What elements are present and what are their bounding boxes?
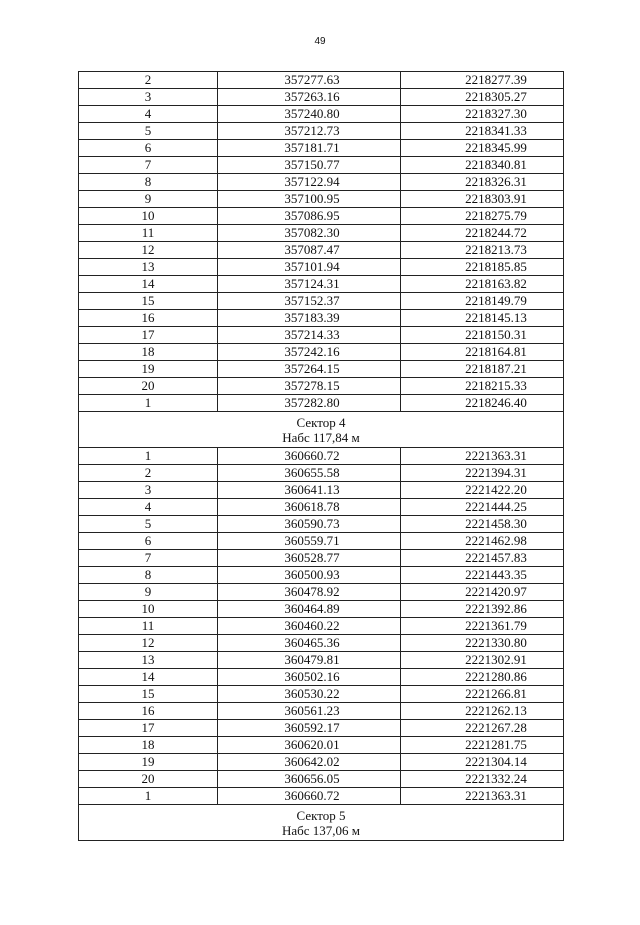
point-number-cell: 4 <box>79 106 218 123</box>
y-coordinate-cell: 2221332.24 <box>401 771 564 788</box>
table-row <box>79 259 564 276</box>
x-coordinate-cell: 360479.81 <box>218 652 401 669</box>
table-row <box>79 395 564 412</box>
table-row <box>79 482 564 499</box>
table-row <box>79 601 564 618</box>
table-row <box>79 378 564 395</box>
x-coordinate-cell: 360530.22 <box>218 686 401 703</box>
point-number-cell: 6 <box>79 533 218 550</box>
y-coordinate-cell: 2218340.81 <box>401 157 564 174</box>
table-row <box>79 225 564 242</box>
table-row <box>79 754 564 771</box>
y-coordinate-cell: 2221304.14 <box>401 754 564 771</box>
point-number-cell: 12 <box>79 242 218 259</box>
point-number-cell: 6 <box>79 140 218 157</box>
y-coordinate-cell: 2218275.79 <box>401 208 564 225</box>
point-number-cell: 3 <box>79 482 218 499</box>
table-row <box>79 720 564 737</box>
x-coordinate-cell: 357240.80 <box>218 106 401 123</box>
point-number-cell: 9 <box>79 191 218 208</box>
table-row <box>79 157 564 174</box>
table-row <box>79 618 564 635</box>
x-coordinate-cell: 357150.77 <box>218 157 401 174</box>
y-coordinate-cell: 2218277.39 <box>401 72 564 89</box>
y-coordinate-cell: 2218187.21 <box>401 361 564 378</box>
point-number-cell: 19 <box>79 361 218 378</box>
page-number: 49 <box>314 36 326 47</box>
x-coordinate-cell: 360528.77 <box>218 550 401 567</box>
point-number-cell: 3 <box>79 89 218 106</box>
point-number-cell: 10 <box>79 208 218 225</box>
point-number-cell: 5 <box>79 516 218 533</box>
x-coordinate-cell: 357264.15 <box>218 361 401 378</box>
y-coordinate-cell: 2218327.30 <box>401 106 564 123</box>
table-row <box>79 465 564 482</box>
table-row <box>79 516 564 533</box>
x-coordinate-cell: 357101.94 <box>218 259 401 276</box>
table-row <box>79 584 564 601</box>
point-number-cell: 4 <box>79 499 218 516</box>
y-coordinate-cell: 2221443.35 <box>401 567 564 584</box>
x-coordinate-cell: 360465.36 <box>218 635 401 652</box>
y-coordinate-cell: 2221363.31 <box>401 448 564 465</box>
y-coordinate-cell: 2218303.91 <box>401 191 564 208</box>
y-coordinate-cell: 2218213.73 <box>401 242 564 259</box>
y-coordinate-cell: 2221267.28 <box>401 720 564 737</box>
table-row <box>79 242 564 259</box>
table-row <box>79 208 564 225</box>
y-coordinate-cell: 2218341.33 <box>401 123 564 140</box>
sector-4-rows <box>79 448 564 805</box>
point-number-cell: 2 <box>79 72 218 89</box>
x-coordinate-cell: 357183.39 <box>218 310 401 327</box>
sector-header <box>79 805 564 841</box>
y-coordinate-cell: 2218345.99 <box>401 140 564 157</box>
point-number-cell: 16 <box>79 703 218 720</box>
y-coordinate-cell: 2221280.86 <box>401 669 564 686</box>
table-row <box>79 771 564 788</box>
y-coordinate-cell: 2218164.81 <box>401 344 564 361</box>
point-number-cell: 18 <box>79 737 218 754</box>
table-row <box>79 89 564 106</box>
sector-4-title: Сектор 4 <box>296 414 346 430</box>
x-coordinate-cell: 357082.30 <box>218 225 401 242</box>
x-coordinate-cell: 360464.89 <box>218 601 401 618</box>
point-number-cell: 15 <box>79 686 218 703</box>
y-coordinate-cell: 2221302.91 <box>401 652 564 669</box>
point-number-cell: 20 <box>79 378 218 395</box>
point-number-cell: 20 <box>79 771 218 788</box>
sector-4-height: Набс 117,84 м <box>282 429 360 445</box>
point-number-cell: 18 <box>79 344 218 361</box>
table-row <box>79 635 564 652</box>
y-coordinate-cell: 2218305.27 <box>401 89 564 106</box>
table-row <box>79 276 564 293</box>
point-number-cell: 16 <box>79 310 218 327</box>
point-number-cell: 12 <box>79 635 218 652</box>
x-coordinate-cell: 360655.58 <box>218 465 401 482</box>
x-coordinate-cell: 360559.71 <box>218 533 401 550</box>
table-row <box>79 703 564 720</box>
y-coordinate-cell: 2218145.13 <box>401 310 564 327</box>
y-coordinate-cell: 2218246.40 <box>401 395 564 412</box>
x-coordinate-cell: 357277.63 <box>218 72 401 89</box>
point-number-cell: 5 <box>79 123 218 140</box>
x-coordinate-cell: 360660.72 <box>218 448 401 465</box>
point-number-cell: 17 <box>79 720 218 737</box>
y-coordinate-cell: 2221266.81 <box>401 686 564 703</box>
point-number-cell: 11 <box>79 618 218 635</box>
table-row <box>79 310 564 327</box>
point-number-cell: 11 <box>79 225 218 242</box>
table-row <box>79 72 564 89</box>
point-number-cell: 13 <box>79 259 218 276</box>
table-row <box>79 533 564 550</box>
x-coordinate-cell: 357124.31 <box>218 276 401 293</box>
y-coordinate-cell: 2221363.31 <box>401 788 564 805</box>
table-row <box>79 499 564 516</box>
table-row <box>79 106 564 123</box>
table-row <box>79 174 564 191</box>
x-coordinate-cell: 360656.05 <box>218 771 401 788</box>
table-row <box>79 140 564 157</box>
x-coordinate-cell: 357278.15 <box>218 378 401 395</box>
y-coordinate-cell: 2218326.31 <box>401 174 564 191</box>
y-coordinate-cell: 2221330.80 <box>401 635 564 652</box>
x-coordinate-cell: 360618.78 <box>218 499 401 516</box>
x-coordinate-cell: 360620.01 <box>218 737 401 754</box>
table-row <box>79 788 564 805</box>
x-coordinate-cell: 360460.22 <box>218 618 401 635</box>
y-coordinate-cell: 2218163.82 <box>401 276 564 293</box>
y-coordinate-cell: 2221392.86 <box>401 601 564 618</box>
x-coordinate-cell: 357152.37 <box>218 293 401 310</box>
y-coordinate-cell: 2221262.13 <box>401 703 564 720</box>
table-row <box>79 550 564 567</box>
y-coordinate-cell: 2221462.98 <box>401 533 564 550</box>
point-number-cell: 1 <box>79 788 218 805</box>
table-row <box>79 669 564 686</box>
x-coordinate-cell: 357263.16 <box>218 89 401 106</box>
point-number-cell: 17 <box>79 327 218 344</box>
x-coordinate-cell: 360641.13 <box>218 482 401 499</box>
x-coordinate-cell: 360660.72 <box>218 788 401 805</box>
table-row <box>79 686 564 703</box>
point-number-cell: 14 <box>79 276 218 293</box>
y-coordinate-cell: 2221281.75 <box>401 737 564 754</box>
table-row <box>79 123 564 140</box>
y-coordinate-cell: 2221361.79 <box>401 618 564 635</box>
point-number-cell: 7 <box>79 550 218 567</box>
point-number-cell: 9 <box>79 584 218 601</box>
y-coordinate-cell: 2221420.97 <box>401 584 564 601</box>
table-row <box>79 293 564 310</box>
y-coordinate-cell: 2221422.20 <box>401 482 564 499</box>
sector-4-header-group <box>79 412 564 448</box>
x-coordinate-cell: 357100.95 <box>218 191 401 208</box>
sector-5-height: Набс 137,06 м <box>281 822 361 838</box>
point-number-cell: 2 <box>79 465 218 482</box>
x-coordinate-cell: 360561.23 <box>218 703 401 720</box>
y-coordinate-cell: 2218185.85 <box>401 259 564 276</box>
table-row <box>79 191 564 208</box>
sector-3-rows <box>79 72 564 412</box>
sector-header <box>79 412 564 448</box>
x-coordinate-cell: 357086.95 <box>218 208 401 225</box>
y-coordinate-cell: 2221444.25 <box>401 499 564 516</box>
x-coordinate-cell: 357212.73 <box>218 123 401 140</box>
x-coordinate-cell: 357214.33 <box>218 327 401 344</box>
point-number-cell: 14 <box>79 669 218 686</box>
point-number-cell: 19 <box>79 754 218 771</box>
y-coordinate-cell: 2218215.33 <box>401 378 564 395</box>
point-number-cell: 1 <box>79 395 218 412</box>
point-number-cell: 13 <box>79 652 218 669</box>
table-row <box>79 327 564 344</box>
x-coordinate-cell: 357242.16 <box>218 344 401 361</box>
x-coordinate-cell: 357282.80 <box>218 395 401 412</box>
table-row <box>79 737 564 754</box>
y-coordinate-cell: 2218149.79 <box>401 293 564 310</box>
y-coordinate-cell: 2218244.72 <box>401 225 564 242</box>
point-number-cell: 15 <box>79 293 218 310</box>
table-row <box>79 448 564 465</box>
coordinates-table <box>78 71 564 841</box>
x-coordinate-cell: 357087.47 <box>218 242 401 259</box>
x-coordinate-cell: 360502.16 <box>218 669 401 686</box>
y-coordinate-cell: 2221457.83 <box>401 550 564 567</box>
x-coordinate-cell: 360642.02 <box>218 754 401 771</box>
point-number-cell: 8 <box>79 174 218 191</box>
point-number-cell: 1 <box>79 448 218 465</box>
x-coordinate-cell: 360592.17 <box>218 720 401 737</box>
table-row <box>79 344 564 361</box>
x-coordinate-cell: 357122.94 <box>218 174 401 191</box>
table-row <box>79 361 564 378</box>
table-row <box>79 652 564 669</box>
y-coordinate-cell: 2218150.31 <box>401 327 564 344</box>
sector-5-title: Сектор 5 <box>296 807 346 823</box>
sector-5-header-group <box>79 805 564 841</box>
table-row <box>79 567 564 584</box>
y-coordinate-cell: 2221458.30 <box>401 516 564 533</box>
x-coordinate-cell: 360590.73 <box>218 516 401 533</box>
x-coordinate-cell: 360478.92 <box>218 584 401 601</box>
y-coordinate-cell: 2221394.31 <box>401 465 564 482</box>
point-number-cell: 7 <box>79 157 218 174</box>
point-number-cell: 10 <box>79 601 218 618</box>
x-coordinate-cell: 357181.71 <box>218 140 401 157</box>
x-coordinate-cell: 360500.93 <box>218 567 401 584</box>
point-number-cell: 8 <box>79 567 218 584</box>
